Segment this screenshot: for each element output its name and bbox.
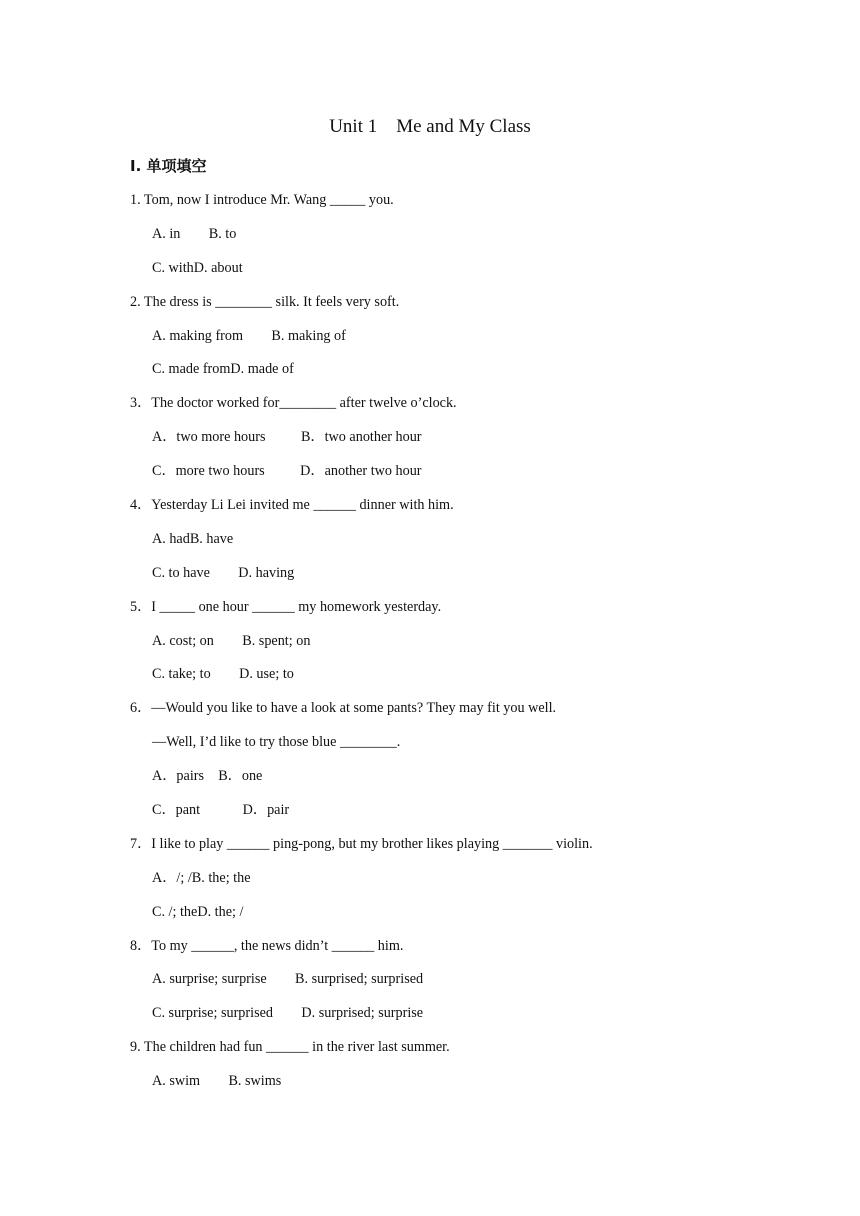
question-option-line: A．pairs B．one <box>152 768 263 785</box>
question-option-line: C. /; theD. the; / <box>152 903 244 920</box>
question-option-line: C．more two hours D．another two hour <box>152 463 422 480</box>
question-stem: 9. The children had fun ______ in the river last summer. <box>130 1039 450 1056</box>
question-option-line: C. take; to D. use; to <box>152 666 294 683</box>
question-option-line: C. surprise; surprised D. surprised; surprise <box>152 1005 424 1022</box>
question-option-line: C．pant D．pair <box>152 802 290 819</box>
question-option-line: C. to have D. having <box>152 564 295 581</box>
section-heading: I. 单项填空 <box>130 157 207 175</box>
question-stem: 1. Tom, now I introduce Mr. Wang _____ you. <box>130 192 394 208</box>
question-list <box>130 190 750 1105</box>
question-option-line: A. hadB. have <box>152 530 234 547</box>
question-option-line: A. making from B. making of <box>152 327 346 344</box>
question-stem: 2. The dress is ________ silk. It feels very soft. <box>130 293 400 310</box>
question-stem: 3．The doctor worked for________ after twelve o’clock. <box>130 395 457 412</box>
question-option-line: A. cost; on B. spent; on <box>152 632 311 649</box>
question-stem: 8．To my ______, the news didn’t ______ him. <box>130 937 404 954</box>
question-option-line: A．/; /B. the; the <box>152 869 251 886</box>
question-option-line: A. surprise; surprise B. surprised; surprised <box>152 971 424 988</box>
question-option-line: A. swim B. swims <box>152 1073 282 1090</box>
question-option-line: C. withD. about <box>152 259 243 276</box>
question-option-line: A. in B. to <box>152 225 237 242</box>
question-dialogue-line: —Well, I’d like to try those blue ________. <box>152 734 401 751</box>
question-stem: 6．—Would you like to have a look at some pants? They may fit you well. <box>130 700 557 717</box>
question-stem: 7．I like to play ______ ping-pong, but my brother likes playing _______ violin. <box>130 835 593 852</box>
question-stem: 5．I _____ one hour ______ my homework yesterday. <box>130 598 442 615</box>
page-title: Unit 1 Me and My Class <box>329 116 531 137</box>
question-option-line: C. made fromD. made of <box>152 361 294 378</box>
question-stem: 4．Yesterday Li Lei invited me ______ dinner with him. <box>130 497 454 514</box>
question-option-line: A．two more hours B．two another hour <box>152 429 422 446</box>
